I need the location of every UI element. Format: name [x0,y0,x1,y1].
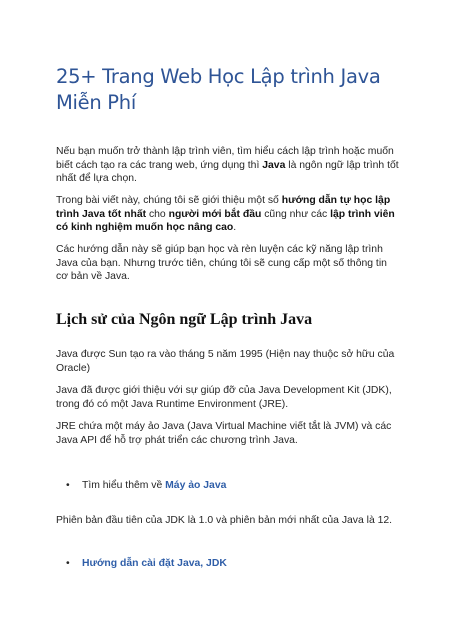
history-paragraph-1: Java được Sun tạo ra vào tháng 5 năm 1995 (Hiện nay thuộc sở hữu của Oracle) [56,349,395,374]
install-guide-link[interactable]: Hướng dẫn cài đặt Java, JDK [82,558,227,569]
intro-p1-text: Nếu bạn muốn trở thành lập trình viên, tìm hiểu cách lập trình hoặc muốn biết cách tạo ra các trang web, ứng dụng thì [56,146,394,171]
jvm-link[interactable]: Máy ảo Java [165,480,227,491]
intro-p1-text-end: là ngôn ngữ lập trình tốt nhất để lựa chọn. [56,159,399,185]
intro-p2-bold-3: lập trình viên có kinh nghiệm muốn học nâng cao [56,208,395,234]
section-heading: Lịch sử của Ngôn ngữ Lập trình Java [56,311,313,328]
intro-paragraph-1 [56,145,401,186]
intro-paragraph-2 [56,194,401,235]
history-paragraph-3: JRE chứa một máy ảo Java (Java Virtual Machine viết tắt là JVM) và các Java API để hỗ trợ phát triển các chương trình Java. [56,421,392,446]
bullet-icon: • [66,558,70,569]
list-item-prefix: Tìm hiểu thêm về [82,480,166,491]
intro-p2-text-2: cho [146,208,169,220]
intro-paragraph-3: Các hướng dẫn này sẽ giúp bạn học và rèn luyện các kỹ năng lập trình Java của bạn. Nhưng trước tiên, chúng tôi sẽ cung cấp một số thông tin cơ bản về Java. [56,244,387,283]
intro-p2-bold-2: người mới bắt đầu [168,208,262,220]
version-paragraph: Phiên bản đầu tiên của JDK là 1.0 và phiên bản mới nhất của Java là 12. [56,515,393,526]
intro-p1-java: Java [262,159,286,171]
bullet-icon: • [66,480,70,491]
intro-p2-text-3: cũng như các [261,208,331,220]
intro-p2-text: Trong bài viết này, chúng tôi sẽ giới thiệu một số [56,195,282,206]
page-title: 25+ Trang Web Học Lập trình Java Miễn Phí [56,65,381,114]
intro-p2-bold-1: hướng dẫn tự học lập trình Java tốt nhất [56,195,391,220]
intro-p2-text-end: . [233,222,237,234]
history-paragraph-2: Java đã được giới thiệu với sự giúp đỡ của Java Development Kit (JDK), trong đó có một Java Runtime Environment (JRE). [56,385,392,410]
